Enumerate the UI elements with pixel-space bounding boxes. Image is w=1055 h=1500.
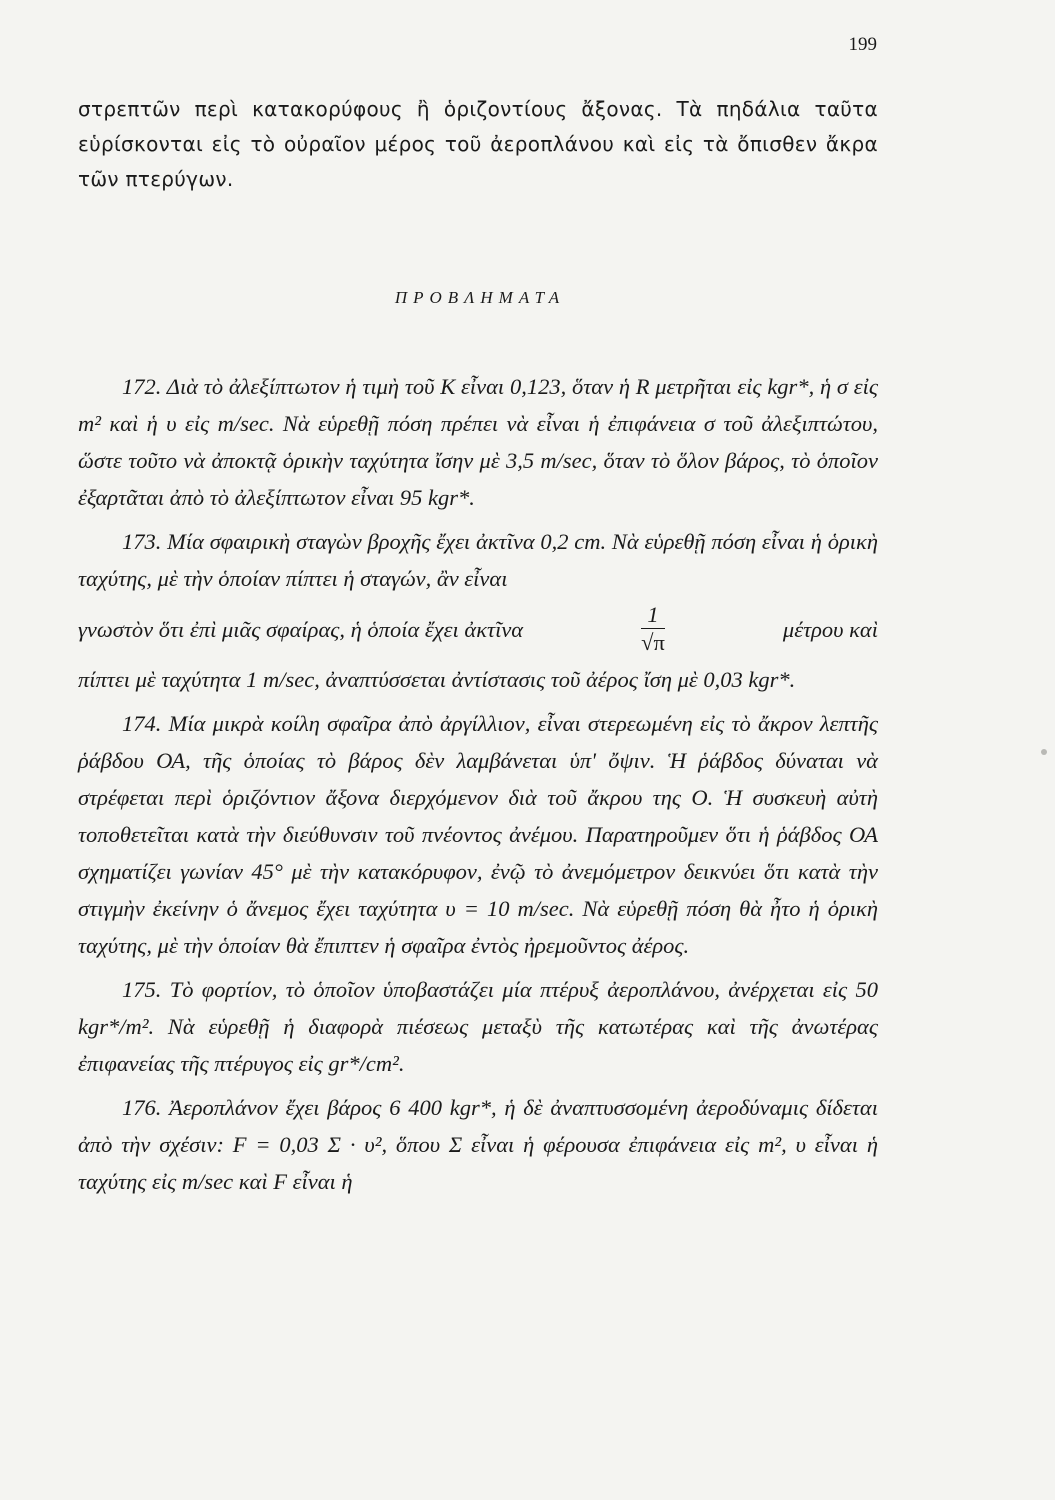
problem-number: 173. — [122, 529, 162, 554]
problem-number: 172. — [122, 374, 162, 399]
problem-text: Μία μικρὰ κοίλη σφαῖρα ἀπὸ ἀργίλλιον, εἶναι στερεωμένη εἰς τὸ ἄκρον λεπτῆς ῥάβδου ΟΑ, τῆς ὁποίας τὸ βάρος δὲν λαμβάνεται ὑπ' ὄψιν. Ἡ ῥάβδος δύναται νὰ στρέφεται περὶ ὁριζόντιον ἄξονα διερχόμενον διὰ τοῦ ἄκρου της Ο. Ἡ συσκευὴ αὐτὴ τοποθετεῖται κατὰ τὴν διεύθυνσιν τοῦ πνέοντος ἀνέμου. Παρατηροῦμεν ὅτι ἡ ῥάβδος ΟΑ σχηματίζει γωνίαν 45° μὲ τὴν κατακόρυφον, ἐνῷ τὸ ἀνεμόμετρον δεικνύει ὅτι κατὰ τὴν στιγμὴν ἐκείνην ὁ ἄνεμος ἔχει ταχύτητα υ = 10 m/sec. Νὰ εὑρεθῇ πόση θὰ ἦτο ἡ ὁρικὴ ταχύτης, μὲ τὴν ὁποίαν θὰ ἔπιπτεν ἡ σφαῖρα ἐντὸς ἠρεμοῦντος ἀέρος. — [78, 711, 879, 958]
problem-text: μέτρου καὶ — [782, 616, 878, 642]
problem-text: Μία σφαιρικὴ σταγὼν βροχῆς ἔχει ἀκτῖνα 0,2 cm. Νὰ εὑρεθῇ πόση εἶναι ἡ ὁρικὴ ταχύτης, μὲ τὴν ὁποίαν πίπτει ἡ σταγών, ἂν εἶναι — [78, 529, 878, 591]
problem-176 — [78, 1089, 878, 1200]
problem-174 — [78, 705, 878, 964]
problem-text: γνωστὸν ὅτι ἐπὶ μιᾶς σφαίρας, ἡ ὁποία ἔχει ἀκτῖνα — [78, 616, 524, 642]
problem-175 — [78, 971, 878, 1082]
fraction-numerator: 1 — [641, 602, 664, 629]
problem-text: πίπτει μὲ ταχύτητα 1 m/sec, ἀναπτύσσεται ἀντίστασις τοῦ ἀέρος ἴση μὲ 0,03 kgr*. — [78, 667, 796, 692]
problem-173 — [78, 523, 878, 698]
problem-173-formula-line — [78, 601, 878, 657]
problem-173-part-c — [78, 661, 878, 698]
section-heading: ΠΡΟΒΛΗΜΑΤΑ — [394, 288, 566, 307]
problem-173-part-a — [78, 523, 878, 597]
problem-text: Τὸ φορτίον, τὸ ὁποῖον ὑποβαστάζει μία πτέρυξ ἀεροπλάνου, ἀνέρχεται εἰς 50 kgr*/m². Νὰ εὑρεθῇ ἡ διαφορὰ πιέσεως μεταξὺ τῆς κατωτέρας καὶ τῆς ἀνωτέρας ἐπιφανείας τῆς πτέρυγος εἰς gr*/cm². — [78, 977, 878, 1076]
problem-172 — [78, 368, 878, 516]
problem-text: Ἀεροπλάνον ἔχει βάρος 6 400 kgr*, ἡ δὲ ἀναπτυσσομένη ἀεροδύναμις δίδεται ἀπὸ τὴν σχέσιν: F = 0,03 Σ · υ², ὅπου Σ εἶναι ἡ φέρουσα ἐπιφάνεια εἰς m², υ εἶναι ἡ ταχύτης εἰς m/sec καὶ F εἶναι ἡ — [78, 1095, 878, 1194]
page-number: 199 — [848, 34, 877, 55]
problem-text: Διὰ τὸ ἀλεξίπτωτον ἡ τιμὴ τοῦ K εἶναι 0,123, ὅταν ἡ R μετρῆται εἰς kgr*, ἡ σ εἰς m² καὶ ἡ υ εἰς m/sec. Νὰ εὑρεθῇ πόση πρέπει νὰ εἶναι ἡ ἐπιφάνεια σ τοῦ ἀλεξιπτώτου, ὥστε τοῦτο νὰ ἀποκτᾷ ὁρικὴν ταχύτητα ἴσην μὲ 3,5 m/sec, ὅταν τὸ ὅλον βάρος, τὸ ὁποῖον ἐξαρτᾶται ἀπὸ τὸ ἀλεξίπτωτον εἶναι 95 kgr*. — [78, 374, 878, 510]
problem-number: 176. — [122, 1095, 162, 1120]
paper-speck — [1041, 749, 1047, 755]
intro-paragraph: στρεπτῶν περὶ κατακορύφους ἢ ὁριζοντίους ἄξονας. Τὰ πηδάλια ταῦτα εὑρίσκονται εἰς τὸ οὐραῖον μέρος τοῦ ἀεροπλάνου καὶ εἰς τὰ ὄπισθεν ἄκρα τῶν πτερύγων. — [78, 97, 878, 191]
fraction-one-over-sqrt-pi — [641, 602, 665, 657]
fraction-denominator: √π — [641, 629, 665, 655]
problem-number: 174. — [122, 711, 162, 736]
problems-list — [78, 368, 878, 1207]
problem-number: 175. — [122, 977, 162, 1002]
